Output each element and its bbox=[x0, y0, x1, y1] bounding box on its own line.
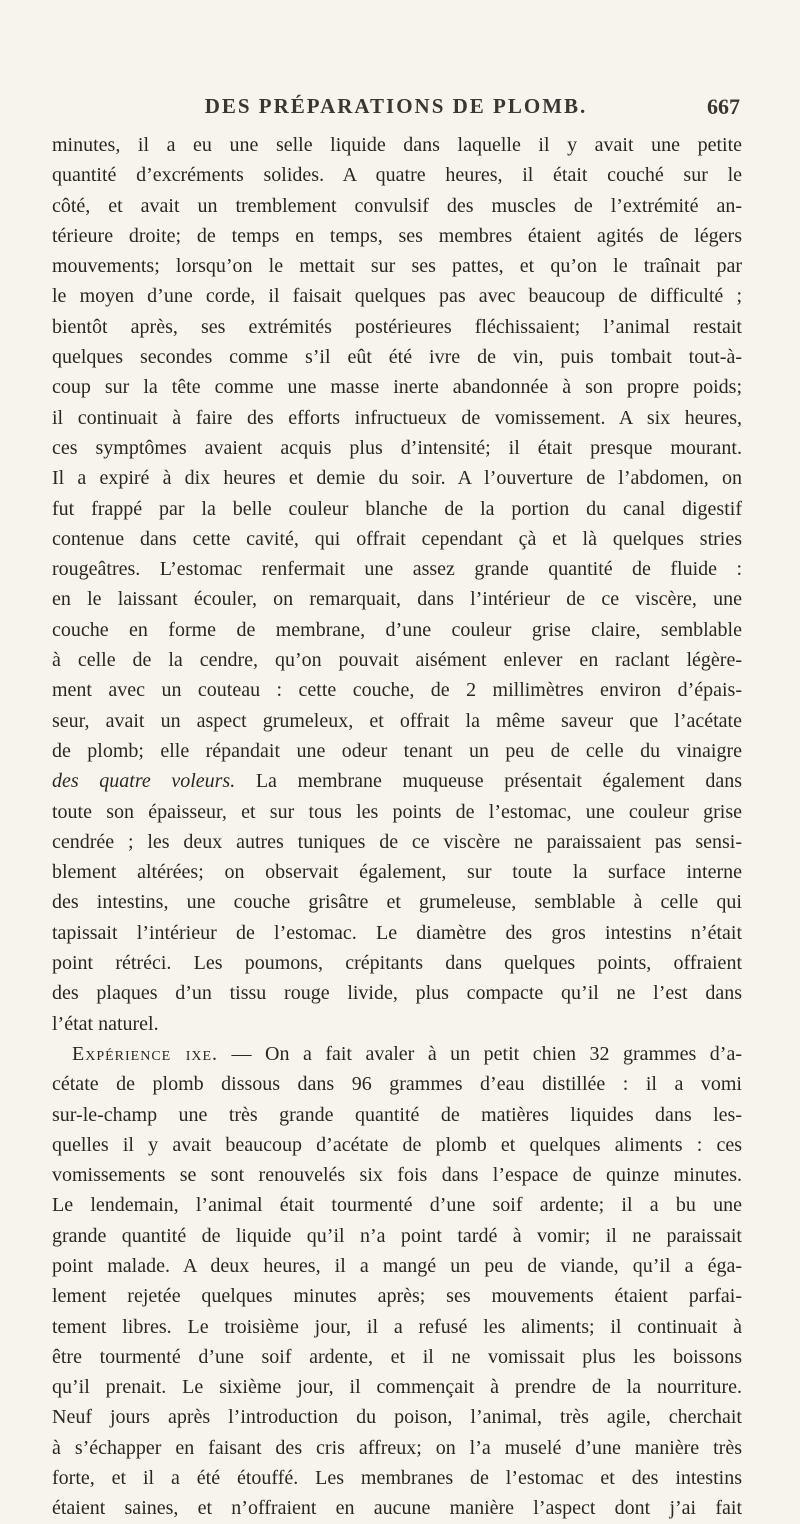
text-line: le moyen d’une corde, il faisait quelques pas avec beaucoup de difficulté ; bbox=[52, 285, 742, 308]
text-line: ces symptômes avaient acquis plus d’intensité; il était presque mourant. bbox=[52, 436, 742, 459]
line-rest: La membrane muqueuse présentait également dans bbox=[235, 770, 742, 793]
text-line: quelles il y avait beaucoup d’acétate de plomb et quelques aliments : ces bbox=[52, 1133, 742, 1156]
text-line: à s’échapper en faisant des cris affreux; on l’a muselé d’une manière très bbox=[52, 1436, 742, 1459]
text-line: contenue dans cette cavité, qui offrait cependant çà et là quelques stries bbox=[52, 527, 742, 550]
text-line: couche en forme de membrane, d’une couleur grise claire, semblable bbox=[52, 618, 742, 641]
text-line: cétate de plomb dissous dans 96 grammes d’eau distillée : il a vomi bbox=[52, 1073, 742, 1096]
text-line: sur-le-champ une très grande quantité de matières liquides dans les- bbox=[52, 1103, 742, 1126]
text-line: tapissait l’intérieur de l’estomac. Le diamètre des gros intestins n’était bbox=[52, 921, 742, 944]
text-line: lement rejetée quelques minutes après; ses mouvements étaient parfai- bbox=[52, 1285, 742, 1308]
text-line: ment avec un couteau : cette couche, de 2 millimètres environ d’épais- bbox=[52, 679, 742, 702]
text-line: être tourmenté d’une soif ardente, et il ne vomissait plus les boissons bbox=[52, 1345, 742, 1368]
text-line: mouvements; lorsqu’on le mettait sur ses pattes, et qu’on le traînait par bbox=[52, 255, 742, 278]
text-line: Il a expiré à dix heures et demie du soir. A l’ouverture de l’abdomen, on bbox=[52, 467, 742, 490]
text-line: blement altérées; on observait également, sur toute la surface interne bbox=[52, 861, 742, 884]
text-line: Le lendemain, l’animal était tourmenté d’une soif ardente; il a bu une bbox=[52, 1194, 742, 1217]
running-head bbox=[52, 94, 740, 124]
page-number: 667 bbox=[707, 94, 740, 119]
text-line: il continuait à faire des efforts infructueux de vomissement. A six heures, bbox=[52, 406, 742, 429]
text-line: toute son épaisseur, et sur tous les points de l’estomac, une couleur grise bbox=[52, 800, 742, 823]
text-line: rougeâtres. L’estomac renfermait une assez grande quantité de fluide : bbox=[52, 558, 742, 581]
text-line: seur, avait un aspect grumeleux, et offrait la même saveur que l’acétate bbox=[52, 709, 742, 732]
text-line: point rétréci. Les poumons, crépitants dans quelques points, offraient bbox=[52, 952, 742, 975]
text-line: coup sur la tête comme une masse inerte abandonnée à son propre poids; bbox=[52, 376, 742, 399]
text-line: étaient saines, et n’offraient en aucune manière l’aspect dont j’ai fait bbox=[52, 1497, 742, 1520]
text-line: des plaques d’un tissu rouge livide, plus compacte qu’il ne l’est dans bbox=[52, 982, 742, 1005]
experiment-heading-line bbox=[52, 1039, 742, 1069]
text-line: l’état naturel. bbox=[52, 1012, 159, 1035]
text-line: cendrée ; les deux autres tuniques de ce viscère ne paraissaient pas sensi- bbox=[52, 830, 742, 853]
text-line: bientôt après, ses extrémités postérieures fléchissaient; l’animal restait bbox=[52, 315, 742, 338]
text-line: à celle de la cendre, qu’on pouvait aisément enlever en raclant légère- bbox=[52, 649, 742, 672]
running-title: DES PRÉPARATIONS DE PLOMB. bbox=[204, 94, 588, 118]
text-line: quantité d’excréments solides. A quatre heures, il était couché sur le bbox=[52, 164, 742, 187]
text-line: des intestins, une couche grisâtre et grumeleuse, semblable à celle qui bbox=[52, 891, 742, 914]
experiment-label: Expérience ixe. bbox=[72, 1042, 219, 1065]
text-line: vomissements se sont renouvelés six fois dans l’espace de quinze minutes. bbox=[52, 1164, 742, 1187]
text-line: grande quantité de liquide qu’il n’a point tardé à vomir; il ne paraissait bbox=[52, 1224, 742, 1247]
text-line: qu’il prenait. Le sixième jour, il commençait à prendre de la nourriture. bbox=[52, 1376, 742, 1399]
text-line: côté, et avait un tremblement convulsif des muscles de l’extrémité an- bbox=[52, 194, 742, 217]
text-line-italic bbox=[52, 766, 742, 796]
text-line: de plomb; elle répandait une odeur tenant un peu de celle du vinaigre bbox=[52, 739, 742, 762]
text-line: tement libres. Le troisième jour, il a refusé les aliments; il continuait à bbox=[52, 1315, 742, 1338]
text-line: point malade. A deux heures, il a mangé un peu de viande, qu’il a éga- bbox=[52, 1254, 742, 1277]
text-line: en le laissant écouler, on remarquait, dans l’intérieur de ce viscère, une bbox=[52, 588, 742, 611]
text-line: quelques secondes comme s’il eût été ivre de vin, puis tombait tout-à- bbox=[52, 346, 742, 369]
text-line: Neuf jours après l’introduction du poison, l’animal, très agile, cherchait bbox=[52, 1406, 742, 1429]
text-line: térieure droite; de temps en temps, ses membres étaient agités de légers bbox=[52, 224, 742, 247]
line-rest: — On a fait avaler à un petit chien 32 grammes d’a- bbox=[218, 1042, 742, 1065]
text-line: fut frappé par la belle couleur blanche de la portion du canal digestif bbox=[52, 497, 742, 520]
text-line: forte, et il a été étouffé. Les membranes de l’estomac et des intestins bbox=[52, 1467, 742, 1490]
italic-phrase: des quatre voleurs. bbox=[52, 770, 236, 793]
text-line: minutes, il a eu une selle liquide dans laquelle il y avait une petite bbox=[52, 134, 742, 156]
body-text bbox=[52, 130, 742, 1524]
